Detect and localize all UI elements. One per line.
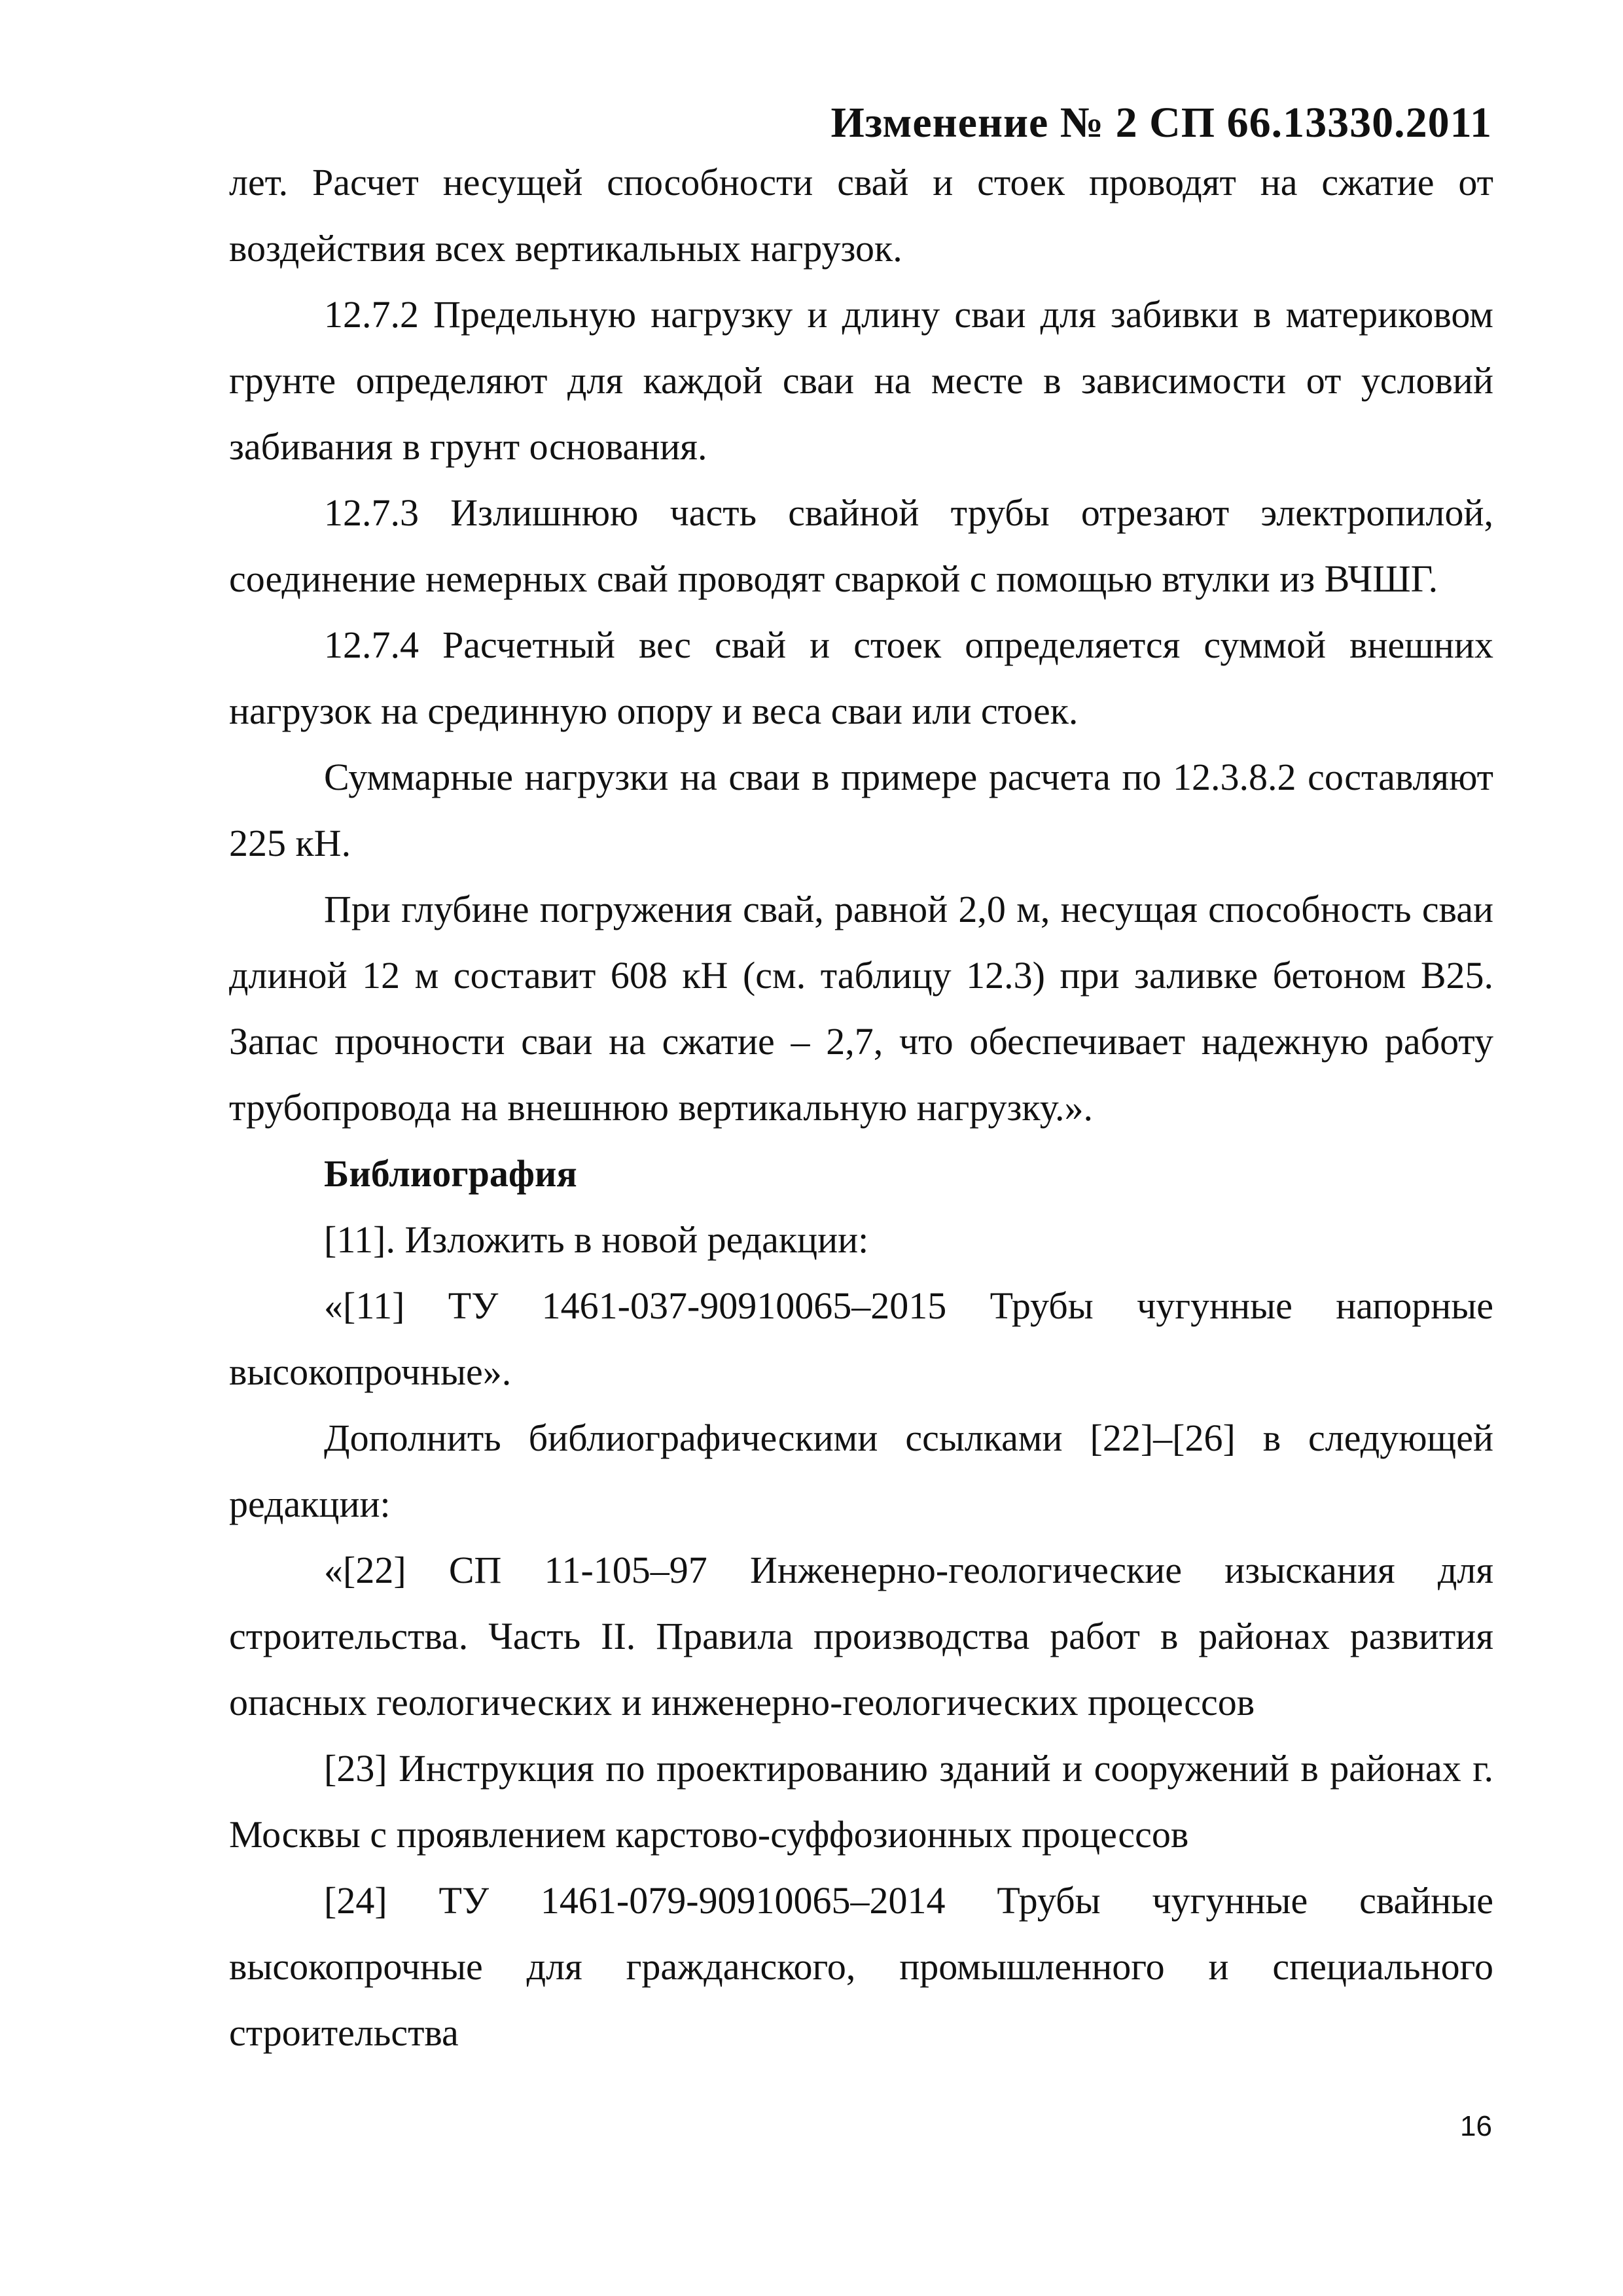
document-header: Изменение № 2 СП 66.13330.2011 — [830, 99, 1492, 147]
document-body — [229, 149, 1493, 2066]
page-number: 16 — [1460, 2110, 1492, 2142]
bibliography-item: [11]. Изложить в новой редакции: — [324, 1218, 869, 1261]
paragraph-total-loads: Суммарные нагрузки на сваи в примере расчета по 12.3.8.2 составляют 225 кН. — [229, 756, 1493, 864]
paragraph-12-7-2: 12.7.2 Предельную нагрузку и длину сваи для забивки в материковом грунте определяют для каждой сваи на месте в зависимости от условий забивания в грунт основания. — [229, 293, 1493, 468]
bibliography-item: [23] Инструкция по проектированию зданий и сооружений в районах г. Москвы с проявлением карстово-суффозионных процессов — [229, 1747, 1493, 1856]
bibliography-item: «[11] ТУ 1461-037-90910065–2015 Трубы чугунные напорные высокопрочные». — [229, 1284, 1493, 1393]
bibliography-item: [24] ТУ 1461-079-90910065–2014 Трубы чугунные свайные высокопрочные для гражданского, промышленного и специального строительства — [229, 1879, 1493, 2054]
bibliography-title: Библиография — [324, 1152, 577, 1195]
paragraph-12-7-4: 12.7.4 Расчетный вес свай и стоек определяется суммой внешних нагрузок на срединную опору и веса сваи или стоек. — [229, 624, 1493, 732]
bibliography-item: Дополнить библиографическими ссылками [22]–[26] в следующей редакции: — [229, 1417, 1493, 1525]
paragraph-bearing-capacity: При глубине погружения свай, равной 2,0 м, несущая способность сваи длиной 12 м составит 608 кН (см. таблицу 12.3) при заливке бетоном В25. Запас прочности сваи на сжатие – 2,7, что обеспечивает надежную работу трубопровода на внешнюю вертикальную нагрузку.». — [229, 888, 1493, 1129]
paragraph-12-7-3: 12.7.3 Излишнюю часть свайной трубы отрезают электропилой, соединение немерных свай проводят сваркой с помощью втулки из ВЧШГ. — [229, 491, 1493, 600]
bibliography-item: «[22] СП 11-105–97 Инженерно-геологические изыскания для строительства. Часть II. Правила производства работ в районах развития опасных геологических и инженерно-геологических процессов — [229, 1549, 1493, 1723]
paragraph-continuation: лет. Расчет несущей способности свай и стоек проводят на сжатие от воздействия всех вертикальных нагрузок. — [229, 161, 1493, 270]
